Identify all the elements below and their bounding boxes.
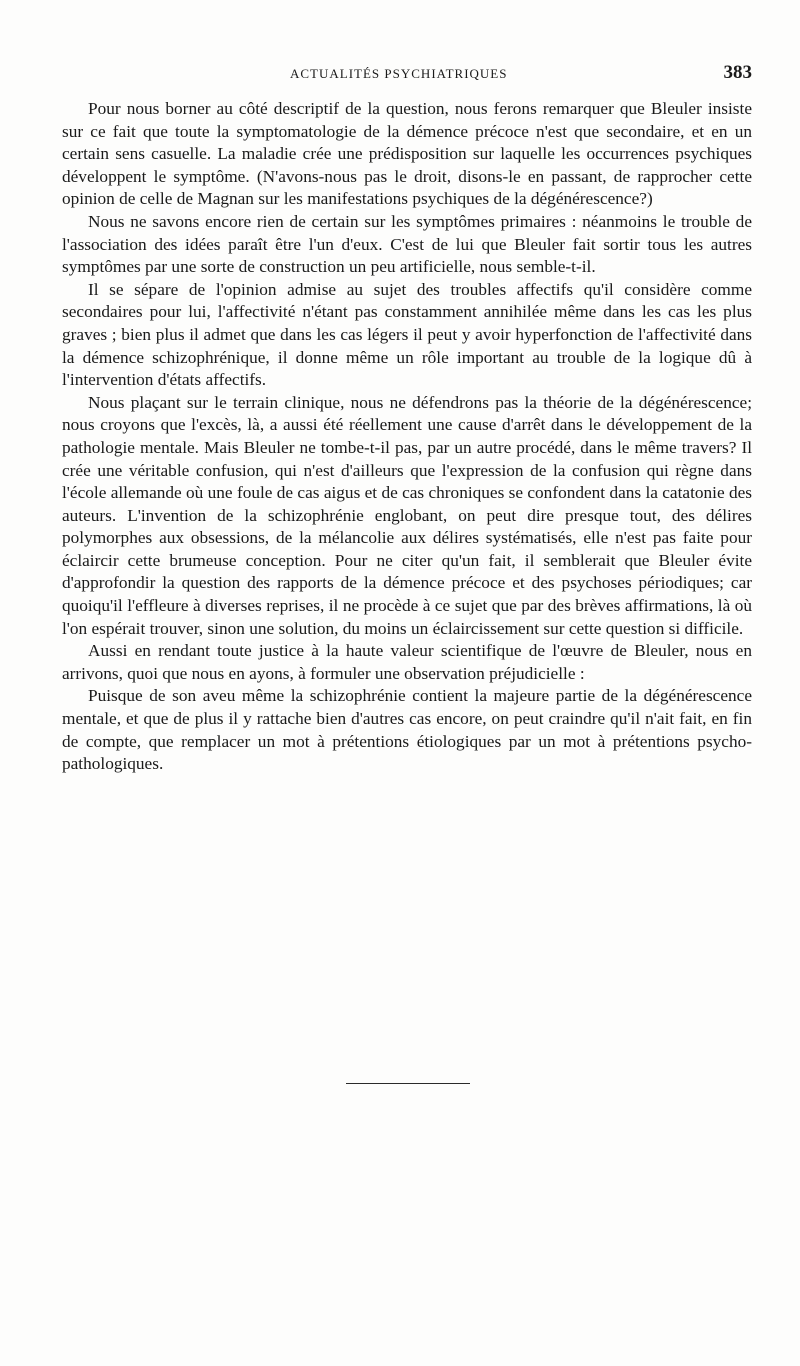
paragraph: Pour nous borner au côté descriptif de la question, nous ferons remarquer que Bleuler insiste sur ce fait que toute la symptomatologie de la démence précoce n'est que secondaire, et en un certain sens casuelle. La maladie crée une prédisposition sur laquelle les occurrences psychiques développent le symptôme. (N'avons-nous pas le droit, disons-le en passant, de rapprocher cette opinion de celle de Magnan sur les manifestations psychiques de la dégénérescence?) [62, 99, 752, 209]
section-end-rule [346, 1083, 470, 1084]
body-text [62, 98, 752, 776]
paragraph: Nous ne savons encore rien de certain sur les symptômes primaires : néanmoins le trouble de l'association des idées paraît être l'un d'eux. C'est de lui que Bleuler fait sortir tous les autres symptômes par une sorte de construction un peu artificielle, nous semble-t-il. [62, 211, 752, 277]
paragraph: Nous plaçant sur le terrain clinique, nous ne défendrons pas la théorie de la dégénérescence; nous croyons que l'excès, là, a aussi été réellement une cause d'arrêt dans le développement de la pathologie mentale. Mais Bleuler ne tombe-t-il pas, par un autre procédé, dans le même travers? Il crée une véritable confusion, qui n'est d'ailleurs que l'expression de la confusion qui règne dans l'école allemande où une foule de cas aigus et de cas chroniques se confondent dans la catatonie des auteurs. L'invention de la schizophrénie englobant, on peut dire presque tout, des délires polymorphes aux obsessions, de la mélancolie aux délires systématisés, elle n'est pas faite pour éclaircir cette brumeuse conception. Pour ne citer qu'un fait, il semblerait que Bleuler évite d'approfondir la question des rapports de la démence précoce et des psychoses périodiques; car quoiqu'il l'effleure à diverses reprises, il ne procède à ce sujet que par des brèves affirmations, là où l'on espérait trouver, sinon une solution, du moins un éclaircissement sur cette question si difficile. [62, 392, 752, 638]
running-head [80, 62, 752, 86]
paragraph: Puisque de son aveu même la schizophrénie contient la majeure partie de la dégénérescence mentale, et que de plus il y rattache bien d'autres cas encore, on peut craindre qu'il n'ait fait, en fin de compte, que remplacer un mot à prétentions étiologiques par un mot à prétentions psycho-pathologiques. [62, 686, 752, 774]
page-number: 383 [723, 62, 752, 83]
paragraph: Aussi en rendant toute justice à la haute valeur scientifique de l'œuvre de Bleuler, nous en arrivons, quoi que nous en ayons, à formuler une observation préjudicielle : [62, 641, 752, 683]
running-title: ACTUALITÉS PSYCHIATRIQUES [290, 66, 508, 81]
paragraph: Il se sépare de l'opinion admise au sujet des troubles affectifs qu'il considère comme secondaires pour lui, l'affectivité n'étant pas constamment annihilée même dans les cas les plus graves ; bien plus il admet que dans les cas légers il peut y avoir hyperfonction de l'affectivité dans la démence schizophrénique, il donne même un rôle important au trouble de la logique dû à l'intervention d'états affectifs. [62, 279, 752, 390]
